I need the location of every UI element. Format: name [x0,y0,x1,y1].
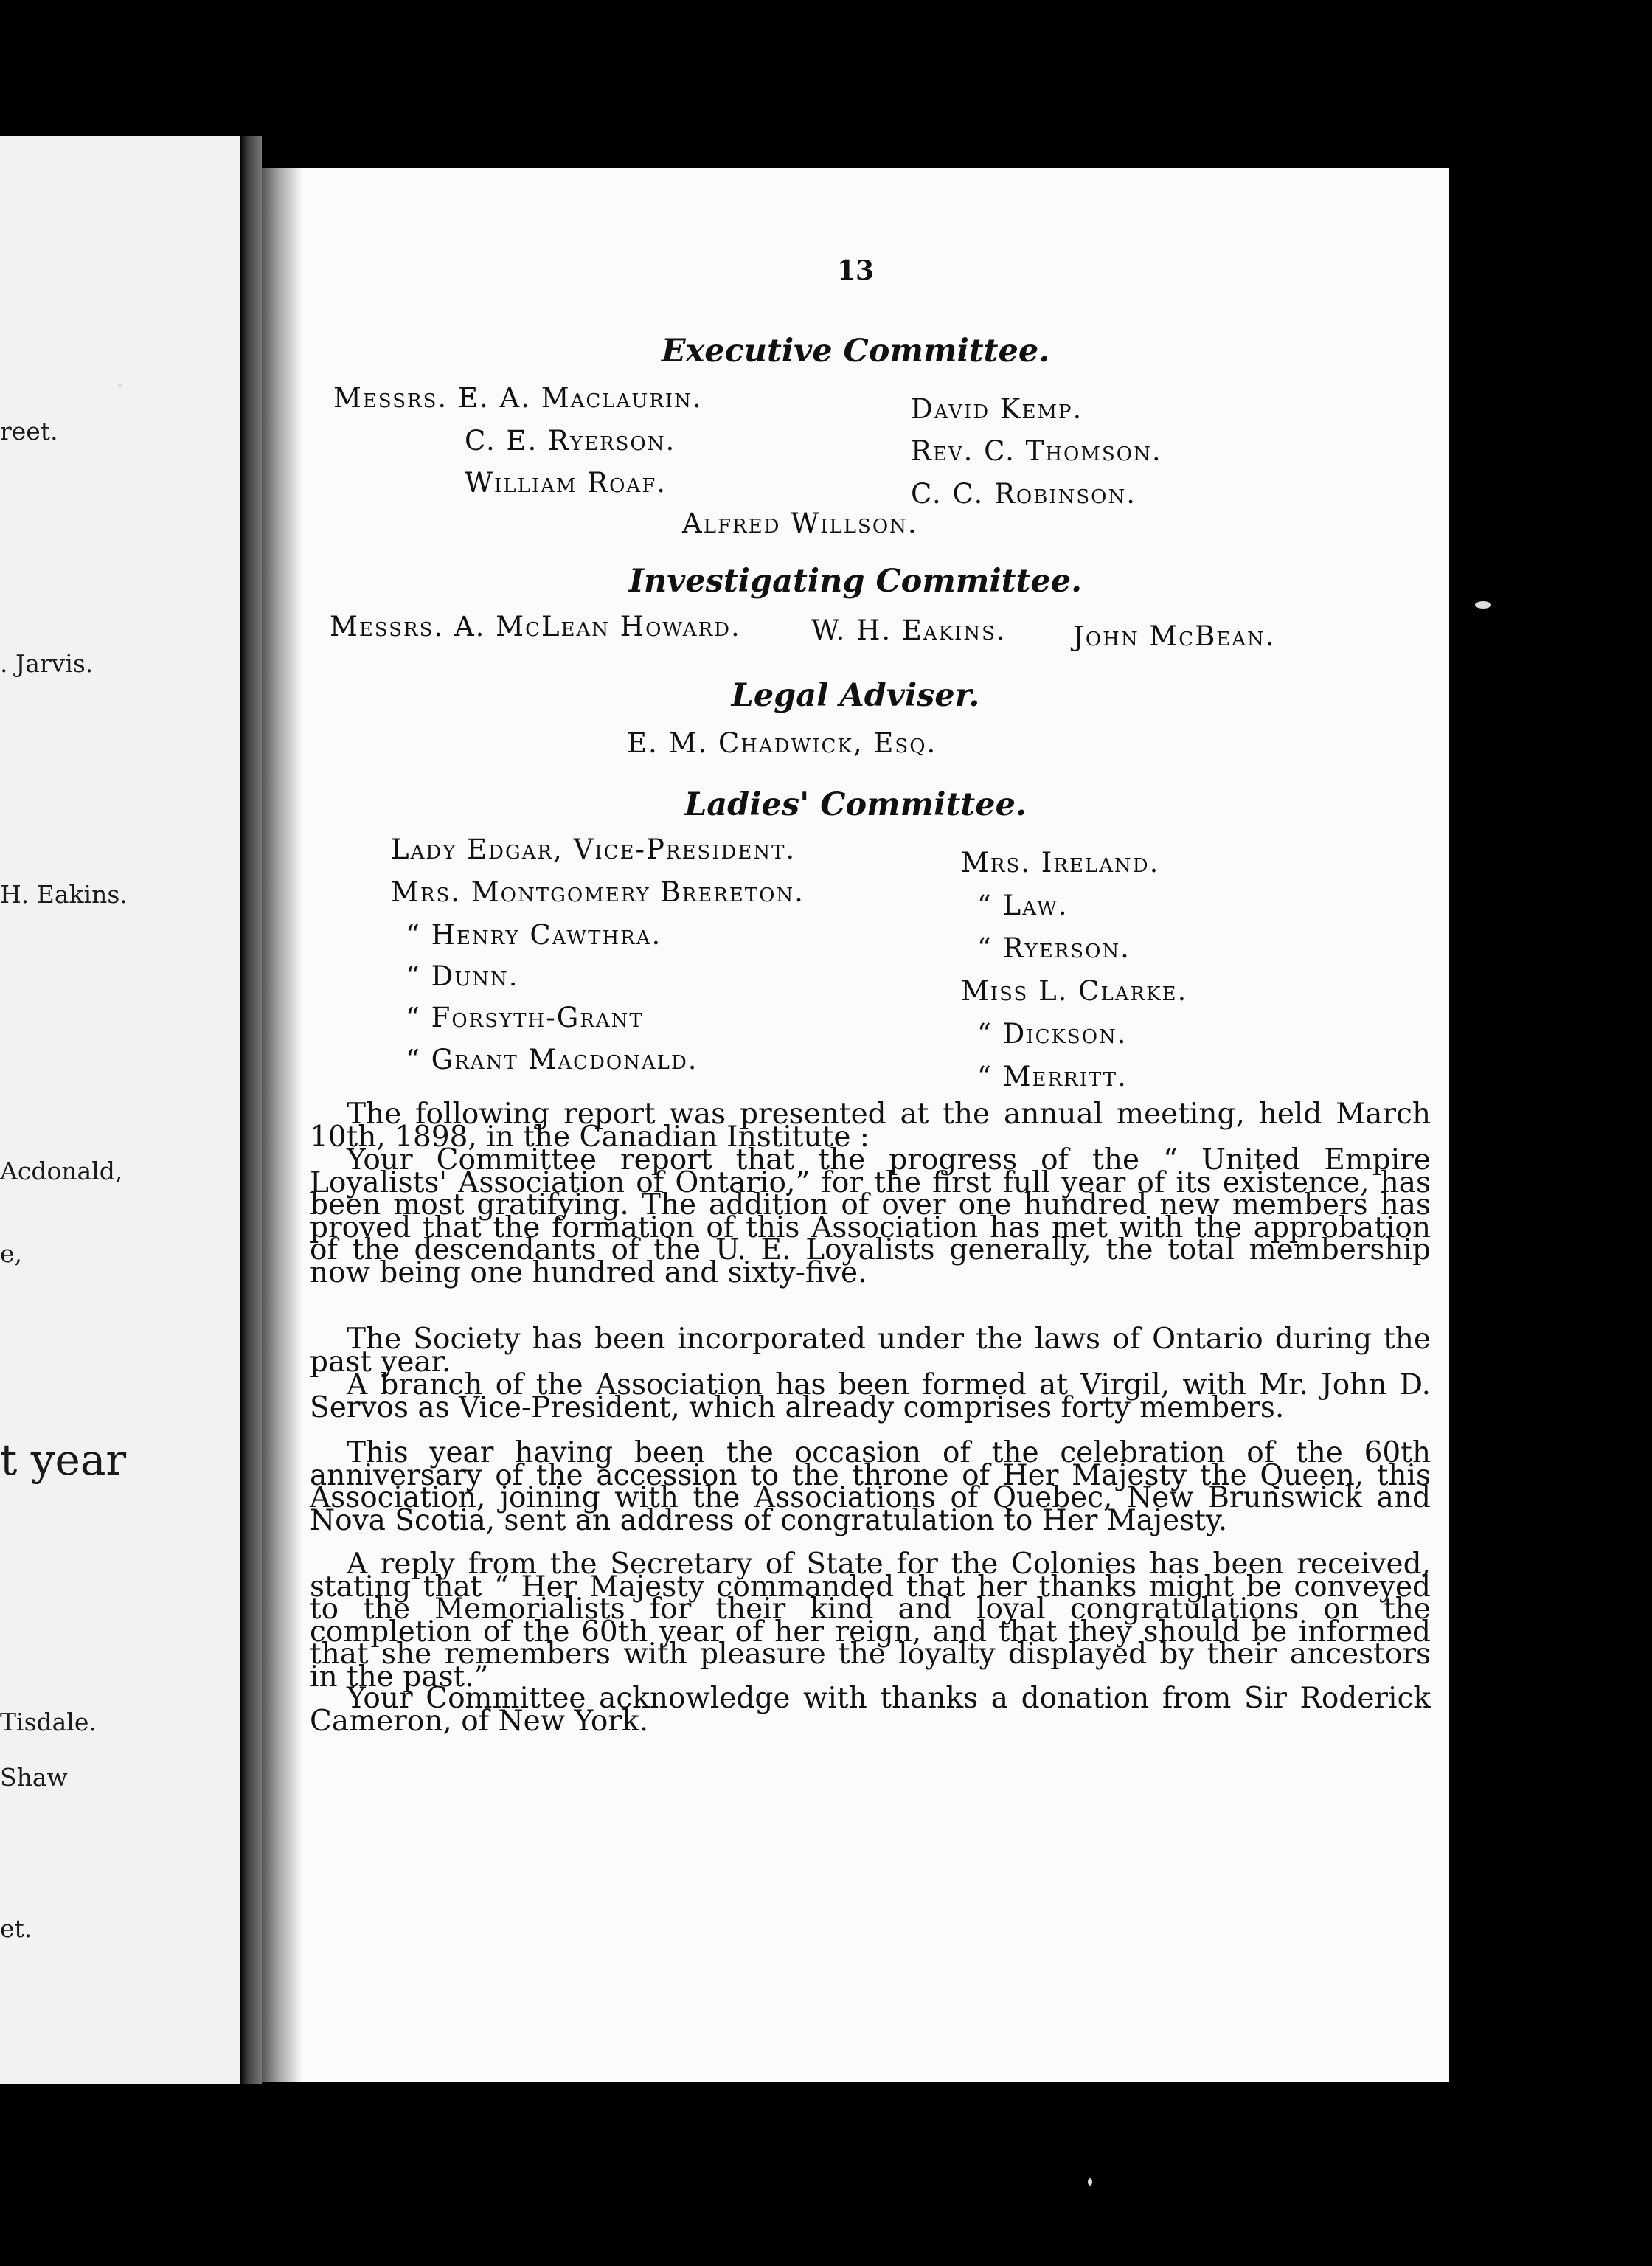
executive-committee-heading: Executive Committee. [661,333,1050,370]
prev-fragment: . Jarvis. [0,649,94,678]
ladies-member: “ Henry Cawthra. [406,919,662,951]
ladies-member: “ Ryerson. [977,932,1131,964]
ladies-member: “ Dunn. [406,960,519,992]
report-paragraph: This year having been the occasion of the celebration of the 60th anniversary of the accession to the throne of Her Majesty the Queen, this Association, joining with the Associations of Quebec, New Brunswick and Nova Scotia, sent an address of congratulation to Her Majesty. [310,1436,1431,1537]
report-paragraph: Your Committee report that the progress of the “ United Empire Loyalists' Association of Ontario,” for the first full year of its existence, has been most gratifying. The addition of over one hundred new members has proved that the formation of this Association has met with the approbation of the descendants of the U. E. Loyalists generally, the total membership now being one hundred and sixty-five. [310,1143,1431,1289]
executive-member: Alfred Willson. [682,507,918,539]
executive-member: C. E. Ryerson. [465,425,676,457]
page-number: 13 [836,255,875,286]
prev-fragment: et. [0,1914,32,1943]
report-paragraph: The Society has been incorporated under the laws of Ontario during the past year. [310,1323,1431,1379]
executive-member: Rev. C. Thomson. [911,435,1162,467]
legal-adviser-name: E. M. Chadwick, Esq. [627,727,937,759]
book-page [262,168,1449,2082]
prev-fragment: Tisdale. [0,1708,97,1736]
executive-member: C. C. Robinson. [911,478,1136,510]
ladies-member: “ Grant Macdonald. [406,1044,698,1075]
investigating-member: John McBean. [1073,620,1276,652]
legal-adviser-heading: Legal Adviser. [731,677,980,714]
scan-speck [118,384,122,387]
ladies-member: Mrs. Ireland. [961,847,1160,879]
prev-fragment: H. Eakins. [0,880,128,909]
ladies-member: Mrs. Montgomery Brereton. [391,876,805,908]
book-gutter [240,136,262,2084]
ladies-member: “ Merritt. [977,1061,1128,1092]
executive-member: David Kemp. [911,393,1083,425]
ladies-committee-heading: Ladies' Committee. [684,786,1027,823]
prev-fragment: e, [0,1239,23,1268]
investigating-committee-heading: Investigating Committee. [628,563,1083,600]
investigating-member: W. H. Eakins. [811,614,1007,646]
ladies-member: “ Forsyth-Grant [406,1002,644,1033]
page-shadow [262,168,302,2082]
prev-fragment: Acdonald, [0,1157,123,1185]
prev-fragment: reet. [0,417,58,446]
previous-page [0,136,240,2084]
ladies-member: Lady Edgar, Vice-President. [391,834,796,865]
scan-speck [1088,2178,1092,2186]
report-paragraph: Your Committee acknowledge with thanks a donation from Sir Roderick Cameron, of New York. [310,1682,1431,1738]
executive-member: William Roaf. [465,467,667,499]
ladies-member: “ Dickson. [977,1018,1128,1050]
investigating-member: Messrs. A. McLean Howard. [330,611,741,642]
ladies-member: Miss L. Clarke. [961,975,1188,1007]
executive-member: Messrs. E. A. Maclaurin. [333,382,703,414]
scan-speck [1475,601,1491,609]
report-paragraph: The following report was presented at the annual meeting, held March 10th, 1898, in the Canadian Institute : [310,1098,1431,1154]
prev-fragment: Shaw [0,1763,68,1792]
report-paragraph: A branch of the Association has been formed at Virgil, with Mr. John D. Servos as Vice-President, which already comprises forty members. [310,1368,1431,1424]
report-paragraph: A reply from the Secretary of State for the Colonies has been received, stating that “ Her Majesty commanded that her thanks might be conveyed to the Memorialists for their kind and loyal congratulations on the completion of the 60th year of her reign, and that they should be informed that she remembers with pleasure the loyalty displayed by their ancestors in the past.” [310,1548,1431,1694]
prev-fragment: t year [0,1435,127,1485]
ladies-member: “ Law. [977,890,1069,921]
